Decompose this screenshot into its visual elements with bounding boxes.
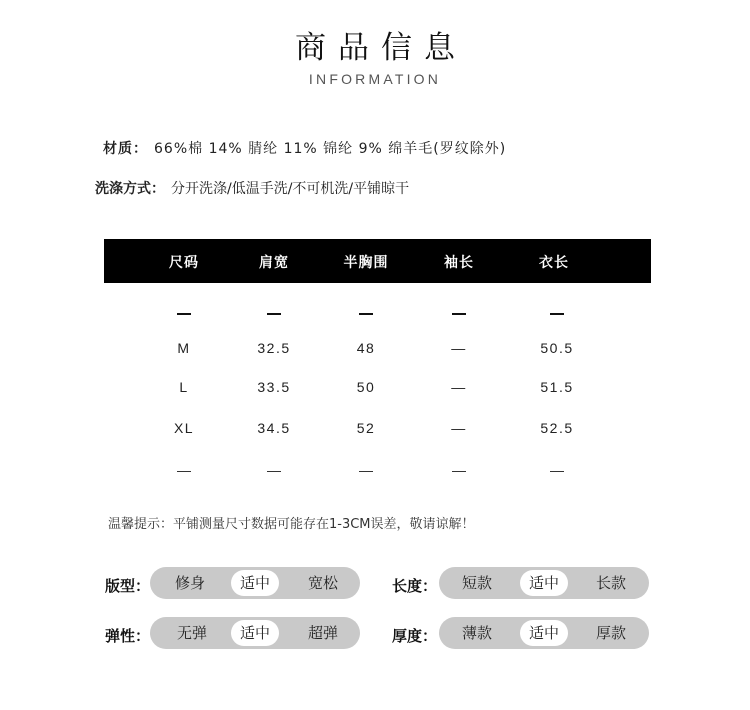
cell-size: L bbox=[179, 379, 189, 395]
cell-shoulder: 32.5 bbox=[257, 340, 291, 356]
dash-mark bbox=[359, 471, 373, 472]
length-label: 长度： bbox=[392, 577, 438, 595]
elasticity-option-regular[interactable]: 适中 bbox=[231, 620, 279, 646]
cell-shoulder: 33.5 bbox=[257, 379, 291, 395]
length-option-regular[interactable]: 适中 bbox=[520, 570, 568, 596]
cell-length: 51.5 bbox=[540, 379, 574, 395]
dash-mark bbox=[550, 313, 564, 315]
dash-mark bbox=[267, 471, 281, 472]
cell-chest: 50 bbox=[356, 379, 376, 395]
elasticity-label: 弹性： bbox=[105, 627, 151, 645]
size-table-header bbox=[104, 239, 651, 283]
elasticity-selector bbox=[150, 617, 360, 649]
thickness-option-thin[interactable]: 薄款 bbox=[461, 624, 493, 642]
fit-option-slim[interactable]: 修身 bbox=[174, 574, 206, 592]
header-length: 衣长 bbox=[539, 255, 569, 271]
header-chest: 半胸围 bbox=[343, 255, 389, 271]
thickness-selector bbox=[439, 617, 649, 649]
cell-shoulder: 34.5 bbox=[257, 420, 291, 436]
page-subtitle: INFORMATION bbox=[308, 71, 442, 87]
thickness-option-thick[interactable]: 厚款 bbox=[595, 624, 627, 642]
fit-option-regular[interactable]: 适中 bbox=[231, 570, 279, 596]
dash-mark bbox=[452, 471, 466, 472]
thickness-label: 厚度： bbox=[392, 627, 438, 645]
cell-sleeve: — bbox=[451, 420, 467, 436]
material-value: 66%棉 14% 腈纶 11% 锦纶 9% 绵羊毛(罗纹除外) bbox=[154, 141, 507, 157]
material-info bbox=[103, 138, 506, 158]
cell-length: 50.5 bbox=[540, 340, 574, 356]
header-shoulder: 肩宽 bbox=[259, 255, 289, 271]
material-label: 材质： bbox=[103, 141, 148, 157]
dash-mark bbox=[359, 313, 373, 315]
thickness-option-regular[interactable]: 适中 bbox=[520, 620, 568, 646]
cell-sleeve: — bbox=[451, 379, 467, 395]
dash-mark bbox=[267, 313, 281, 315]
cell-sleeve: — bbox=[451, 340, 467, 356]
length-selector bbox=[439, 567, 649, 599]
washing-label: 洗涤方式： bbox=[95, 181, 165, 197]
header-sleeve: 袖长 bbox=[444, 255, 474, 271]
dash-mark bbox=[177, 471, 191, 472]
dash-mark bbox=[452, 313, 466, 315]
cell-chest: 52 bbox=[356, 420, 376, 436]
measurement-tip: 温馨提示：平铺测量尺寸数据可能存在1-3CM误差，敬请谅解！ bbox=[108, 517, 475, 532]
washing-info bbox=[95, 178, 409, 198]
dash-mark bbox=[177, 313, 191, 315]
page-title: 商品信息 bbox=[295, 30, 467, 66]
cell-chest: 48 bbox=[356, 340, 376, 356]
length-option-short[interactable]: 短款 bbox=[461, 574, 493, 592]
washing-value: 分开洗涤/低温手洗/不可机洗/平铺晾干 bbox=[171, 181, 410, 197]
header-size: 尺码 bbox=[169, 255, 199, 271]
fit-label: 版型： bbox=[105, 577, 151, 595]
length-option-long[interactable]: 长款 bbox=[595, 574, 627, 592]
elasticity-option-none[interactable]: 无弹 bbox=[176, 624, 208, 642]
cell-size: XL bbox=[173, 420, 195, 436]
cell-size: M bbox=[177, 340, 191, 356]
fit-option-loose[interactable]: 宽松 bbox=[307, 574, 339, 592]
fit-selector bbox=[150, 567, 360, 599]
cell-length: 52.5 bbox=[540, 420, 574, 436]
elasticity-option-high[interactable]: 超弹 bbox=[307, 624, 339, 642]
dash-mark bbox=[550, 471, 564, 472]
